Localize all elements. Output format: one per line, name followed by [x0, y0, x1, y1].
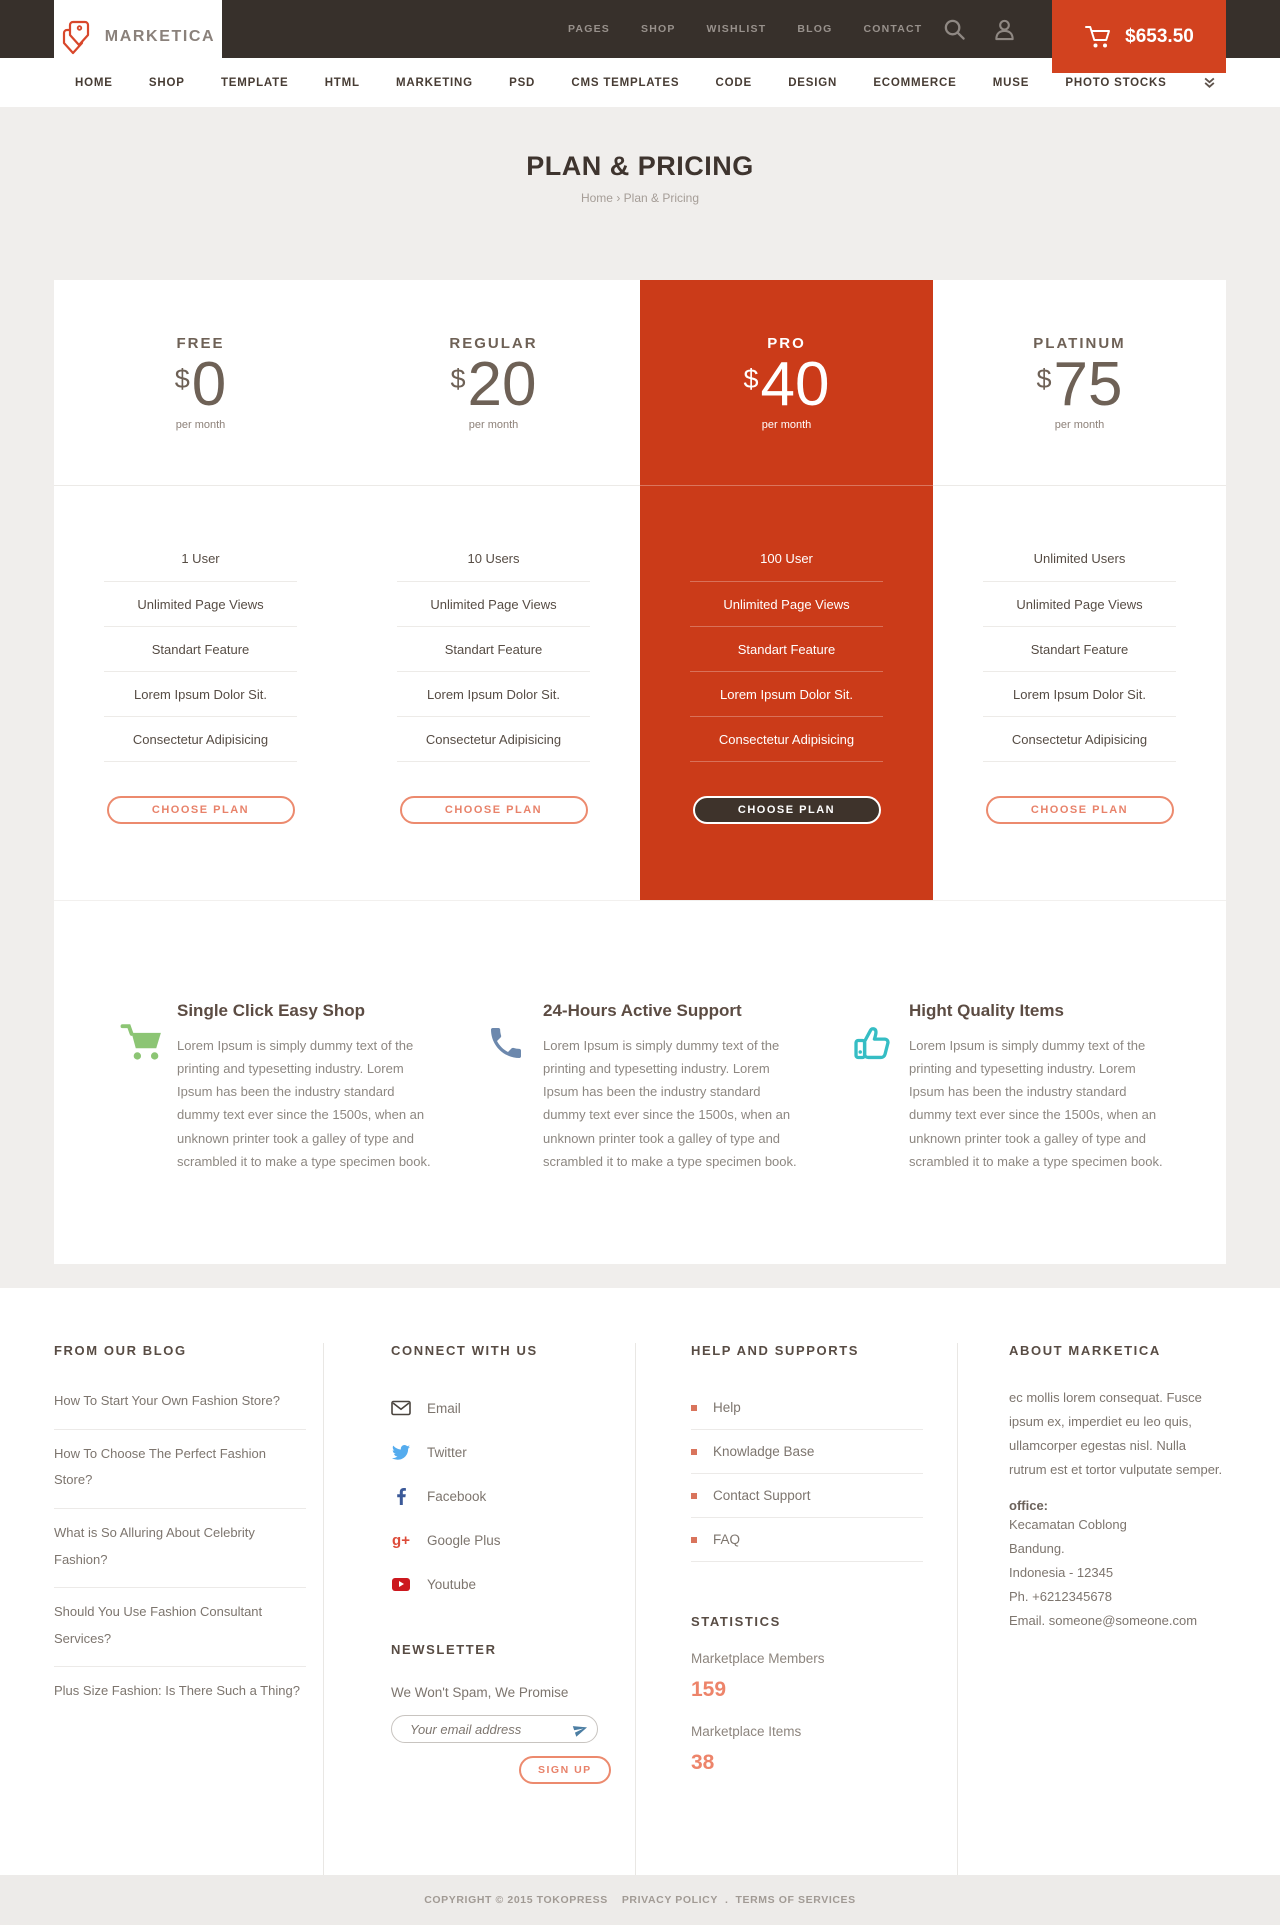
feature-row: Unlimited Page Views: [397, 582, 590, 627]
plan-price: [347, 350, 640, 419]
about-text: ec mollis lorem consequat. Fusce ipsum ex, imperdiet eu leo quis, ullamcorper egestas nisl. Nulla rutrum est et tortor vulputate semper.: [1009, 1390, 1223, 1478]
nav-item-cms-templates[interactable]: CMS TEMPLATES: [571, 76, 680, 89]
stat-value: 159: [691, 1678, 727, 1701]
sign-up-button[interactable]: SIGN UP: [519, 1756, 611, 1784]
plan-name: REGULAR: [449, 335, 538, 352]
address-line: Email. someone@someone.com: [1009, 1613, 1198, 1629]
top-nav-blog[interactable]: BLOG: [797, 23, 833, 35]
help-label: Contact Support: [713, 1488, 811, 1503]
cart-button[interactable]: [1052, 0, 1226, 73]
choose-plan-button[interactable]: CHOOSE PLAN: [986, 796, 1174, 824]
plan-features: [347, 486, 640, 762]
top-icons: [943, 0, 1016, 58]
footer-heading-statistics: STATISTICS: [691, 1614, 781, 1629]
top-nav-wishlist[interactable]: WISHLIST: [706, 23, 767, 35]
plan-period: per month: [175, 419, 226, 431]
logo-tag-icon: [61, 18, 95, 56]
social-label: Google Plus: [427, 1532, 501, 1548]
plan-period: per month: [1054, 419, 1105, 431]
top-nav-contact[interactable]: CONTACT: [863, 23, 923, 35]
feature-row: 1 User: [104, 536, 297, 582]
top-bar: [0, 0, 1280, 58]
features-section: [54, 900, 1226, 1264]
plan-name: FREE: [176, 335, 225, 352]
feature-row: Unlimited Page Views: [104, 582, 297, 627]
address-line: Kecamatan Coblong: [1009, 1517, 1127, 1533]
help-label: FAQ: [713, 1532, 741, 1547]
feature-row: Unlimited Page Views: [690, 582, 883, 627]
copyright-text: COPYRIGHT © 2015 TOKOPRESS: [424, 1894, 608, 1906]
nav-item-html[interactable]: HTML: [324, 76, 360, 89]
plan-period: per month: [468, 419, 519, 431]
feature-quality: [852, 901, 1218, 1264]
feature-text: Lorem Ipsum is simply dummy text of the printing and typesetting industry. Lorem Ipsum has been the industry standard dummy text ever since the 1500s, when an unknown printer took a galley of type and scrambled it to make a type specimen book.: [909, 1038, 1163, 1169]
copyright-separator: .: [724, 1894, 729, 1906]
plan-name: PRO: [767, 335, 806, 352]
youtube-icon: [391, 1578, 411, 1591]
feature-text: Lorem Ipsum is simply dummy text of the printing and typesetting industry. Lorem Ipsum has been the industry standard dummy text ever since the 1500s, when an unknown printer took a galley of type and scrambled it to make a type specimen book.: [543, 1038, 797, 1169]
feature-row: Standart Feature: [983, 627, 1176, 672]
blog-post-link[interactable]: Should You Use Fashion Consultant Services?: [54, 1588, 306, 1667]
chevron-double-down-icon[interactable]: [1203, 76, 1216, 89]
feature-row: Consectetur Adipisicing: [690, 717, 883, 762]
feature-row: Unlimited Users: [983, 536, 1176, 582]
blog-post-link[interactable]: How To Start Your Own Fashion Store?: [54, 1386, 306, 1430]
social-label: Facebook: [427, 1488, 487, 1504]
currency-symbol: $: [174, 364, 190, 394]
address-line: Ph. +6212345678: [1009, 1589, 1113, 1605]
contact-support-link[interactable]: [691, 1474, 923, 1518]
newsletter-tagline: We Won't Spam, We Promise: [391, 1685, 569, 1700]
feature-row: Lorem Ipsum Dolor Sit.: [104, 672, 297, 717]
statistics: [691, 1614, 957, 1775]
feature-title: Hight Quality Items: [909, 1001, 1064, 1020]
footer-heading-connect: CONNECT WITH US: [391, 1343, 538, 1358]
thumbs-up-icon: [852, 1023, 894, 1070]
blog-post-link[interactable]: Plus Size Fashion: Is There Such a Thing?: [54, 1683, 300, 1699]
twitter-icon: [391, 1445, 411, 1460]
footer: [0, 1288, 1280, 1875]
feature-row: Unlimited Page Views: [983, 582, 1176, 627]
footer-help-column: [635, 1343, 957, 1875]
nav-item-home[interactable]: HOME: [75, 76, 113, 89]
footer-heading-help: HELP AND SUPPORTS: [691, 1343, 860, 1358]
top-nav-shop[interactable]: SHOP: [640, 23, 676, 35]
plan-column-platinum: [933, 280, 1226, 900]
help-link[interactable]: [691, 1386, 923, 1430]
feature-row: Lorem Ipsum Dolor Sit.: [397, 672, 590, 717]
plan-name: PLATINUM: [1033, 335, 1126, 352]
stat-label: Marketplace Items: [691, 1724, 802, 1739]
google-plus-icon: g+: [392, 1531, 410, 1549]
nav-item-design[interactable]: DESIGN: [788, 76, 838, 89]
help-label: Knowladge Base: [713, 1444, 815, 1459]
plan-header: [640, 280, 933, 486]
feature-row: Standart Feature: [104, 627, 297, 672]
price-amount: 75: [1053, 350, 1123, 419]
plan-price: [640, 350, 933, 419]
nav-item-muse[interactable]: MUSE: [992, 76, 1030, 89]
plan-header: [933, 280, 1226, 486]
plan-header: [54, 280, 347, 486]
page-title: PLAN & PRICING: [526, 151, 754, 181]
plan-features: [640, 486, 933, 762]
nav-item-marketing[interactable]: MARKETING: [396, 76, 473, 89]
price-amount: 0: [191, 350, 227, 419]
social-label: Youtube: [427, 1576, 477, 1592]
social-link-google-plus[interactable]: [391, 1518, 635, 1562]
social-link-youtube[interactable]: [391, 1562, 635, 1606]
feature-row: Lorem Ipsum Dolor Sit.: [690, 672, 883, 717]
breadcrumb-separator: ›: [616, 191, 621, 205]
choose-plan-button[interactable]: CHOOSE PLAN: [107, 796, 295, 824]
social-link-facebook[interactable]: [391, 1474, 635, 1518]
faq-link[interactable]: [691, 1518, 923, 1562]
feature-easy-shop: [120, 901, 486, 1264]
address-line: Indonesia - 12345: [1009, 1565, 1114, 1581]
feature-title: 24-Hours Active Support: [543, 1001, 742, 1020]
office-address: [1009, 1513, 1226, 1633]
plan-period: per month: [761, 419, 812, 431]
nav-item-code[interactable]: CODE: [715, 76, 752, 89]
square-bullet-icon: [691, 1405, 697, 1411]
feature-row: 100 User: [690, 536, 883, 582]
help-label: Help: [713, 1400, 741, 1415]
email-icon: [391, 1400, 411, 1416]
plan-column-pro: [640, 280, 933, 900]
newsletter: [391, 1642, 635, 1784]
square-bullet-icon: [691, 1537, 697, 1543]
social-label: Twitter: [427, 1444, 467, 1460]
breadcrumb-home[interactable]: Home: [580, 191, 613, 205]
footer-blog-column: [54, 1343, 323, 1875]
facebook-icon: [391, 1488, 411, 1505]
feature-row: Consectetur Adipisicing: [104, 717, 297, 762]
paper-plane-icon[interactable]: [573, 1722, 588, 1737]
plan-features: [54, 486, 347, 762]
feature-text: Lorem Ipsum is simply dummy text of the printing and typesetting industry. Lorem Ipsum has been the industry standard dummy text ever since the 1500s, when an unknown printer took a galley of type and scrambled it to make a type specimen book.: [177, 1038, 431, 1169]
plan-column-regular: [347, 280, 640, 900]
choose-plan-button[interactable]: CHOOSE PLAN: [693, 796, 881, 824]
social-link-email[interactable]: [391, 1386, 635, 1430]
footer-heading-newsletter: NEWSLETTER: [391, 1642, 497, 1657]
page-header: [0, 107, 1280, 280]
brand-text: MARKETICA: [104, 27, 216, 45]
breadcrumb: [0, 191, 1280, 205]
footer-heading-about: ABOUT MARKETICA: [1009, 1343, 1161, 1358]
nav-item-ecommerce[interactable]: ECOMMERCE: [873, 76, 957, 89]
square-bullet-icon: [691, 1449, 697, 1455]
footer-about-column: [957, 1343, 1226, 1875]
search-icon[interactable]: [943, 18, 966, 41]
office-label: office:: [1009, 1498, 1048, 1514]
top-nav: [568, 0, 922, 58]
terms-link[interactable]: TERMS OF SERVICES: [735, 1894, 856, 1906]
privacy-policy-link[interactable]: PRIVACY POLICY: [621, 1894, 718, 1906]
feature-support: [486, 901, 852, 1264]
pricing-table: [54, 280, 1226, 900]
user-icon[interactable]: [993, 18, 1016, 41]
feature-row: Consectetur Adipisicing: [397, 717, 590, 762]
footer-heading-blog: FROM OUR BLOG: [54, 1343, 187, 1358]
top-nav-pages[interactable]: PAGES: [568, 23, 610, 35]
blog-post-link[interactable]: What is So Alluring About Celebrity Fashion?: [54, 1509, 306, 1588]
choose-plan-button[interactable]: CHOOSE PLAN: [400, 796, 588, 824]
social-link-twitter[interactable]: [391, 1430, 635, 1474]
feature-row: Lorem Ipsum Dolor Sit.: [983, 672, 1176, 717]
cart-icon: [120, 1023, 164, 1068]
nav-item-shop[interactable]: SHOP: [148, 76, 185, 89]
plan-features: [933, 486, 1226, 762]
phone-icon: [486, 1023, 526, 1068]
feature-row: Consectetur Adipisicing: [983, 717, 1176, 762]
logo[interactable]: [54, 0, 222, 73]
cart-icon: [1084, 24, 1111, 49]
plan-column-free: [54, 280, 347, 900]
currency-symbol: $: [450, 364, 466, 394]
cart-total: $653.50: [1125, 25, 1194, 47]
square-bullet-icon: [691, 1493, 697, 1499]
knowledge-base-link[interactable]: [691, 1430, 923, 1474]
feature-row: 10 Users: [397, 536, 590, 582]
social-label: Email: [427, 1400, 461, 1416]
footer-connect-column: [323, 1343, 635, 1875]
copyright-bar: [0, 1875, 1280, 1925]
newsletter-email-input[interactable]: [391, 1715, 598, 1743]
price-amount: 20: [467, 350, 537, 419]
plan-header: [347, 280, 640, 486]
price-amount: 40: [760, 350, 830, 419]
nav-item-psd[interactable]: PSD: [509, 76, 536, 89]
plan-price: [933, 350, 1226, 419]
blog-post-link[interactable]: How To Choose The Perfect Fashion Store?: [54, 1430, 306, 1509]
stat-value: 38: [691, 1751, 715, 1774]
plan-price: [54, 350, 347, 419]
nav-item-photo-stocks[interactable]: PHOTO STOCKS: [1065, 76, 1167, 89]
feature-title: Single Click Easy Shop: [177, 1001, 366, 1020]
breadcrumb-current: Plan & Pricing: [623, 191, 700, 205]
currency-symbol: $: [1036, 364, 1052, 394]
address-line: Bandung.: [1009, 1541, 1065, 1557]
stat-label: Marketplace Members: [691, 1651, 825, 1666]
feature-row: Standart Feature: [397, 627, 590, 672]
feature-row: Standart Feature: [690, 627, 883, 672]
nav-item-template[interactable]: TEMPLATE: [220, 76, 289, 89]
currency-symbol: $: [743, 364, 759, 394]
